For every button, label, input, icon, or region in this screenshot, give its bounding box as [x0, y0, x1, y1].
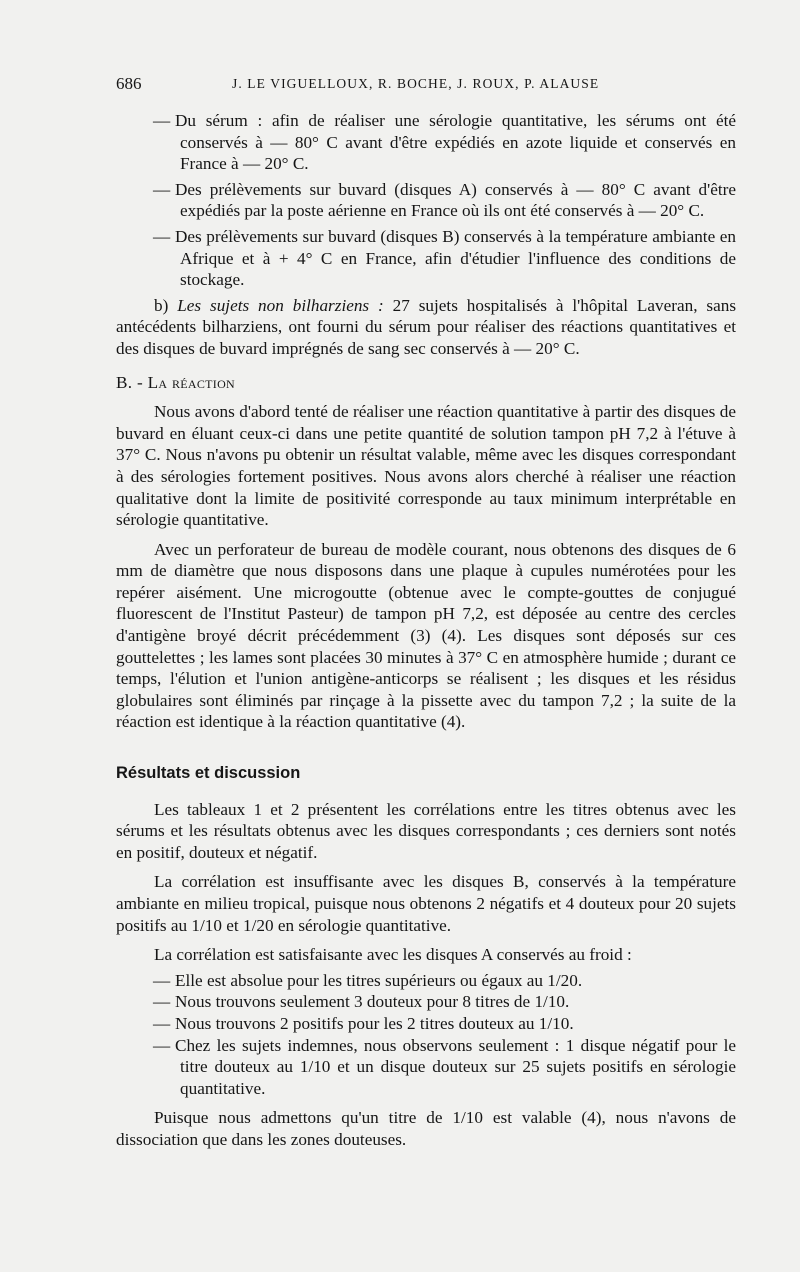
dash-marker: —: [153, 111, 171, 130]
dash-marker: —: [153, 1035, 171, 1055]
article-body: [116, 110, 736, 1151]
paragraph-results-2: La corrélation est insuffisante avec les disques B, conservés à la température ambiante en milieu tropical, puisque nous obtenons 2 négatifs et 4 douteux pour 20 sujets positifs au 1/10 et 1/20 en sérologie quantitative.: [116, 872, 736, 935]
paragraph-reaction-2: Avec un perforateur de bureau de modèle courant, nous obtenons des disques de 6 mm de diamètre que nous disposons dans une plaque à cupules numérotées pour les repérer aisément. Une microgoutte (obtenue avec le compte-gouttes de conjugué fluorescent de l'Institut Pasteur) de tampon pH 7,2, est déposée au centre des cercles d'antigène broyé décrit précédemment (3) (4). Les disques sont déposés sur ces gouttelettes ; les lames sont placées 30 minutes à 37° C en atmosphère humide ; durant ce temps, l'élution et l'union antigène-anticorps se réalisent ; les disques et les résidus globulaires sont éliminés par rinçage à la pissette avec du tampon 7,2 ; la suite de la réaction est identique à la réaction quantitative (4).: [116, 539, 736, 732]
paragraph-results-3: La corrélation est satisfaisante avec les disques A conservés au froid :: [154, 945, 632, 965]
list-item-4-text: Chez les sujets indemnes, nous observons seulement : 1 disque négatif pour le titre douteux au 1/10 et un disque douteux sur 25 sujets positifs en sérologie quantitative.: [175, 1035, 736, 1098]
bullet-serum-text: Du sérum : afin de réaliser une sérologie quantitative, les sérums ont été conservés à — 80° C avant d'être expédiés en azote liquide et conservés en France à — 20° C.: [175, 111, 736, 174]
paragraph-results-1: Les tableaux 1 et 2 présentent les corrélations entre les titres obtenus avec les sérums et les résultats obtenus avec les disques correspondants ; ces derniers sont notés en positif, douteux et négatif.: [116, 799, 736, 862]
running-head-authors: J. LE VIGUELLOUX, R. BOCHE, J. ROUX, P. ALAUSE: [232, 76, 600, 91]
dash-marker: —: [153, 1013, 171, 1033]
list-item-1: [116, 970, 736, 992]
bullet-disques-a-text: Des prélèvements sur buvard (disques A) conservés à — 80° C avant d'être expédiés par la poste aérienne en France où ils ont été conservés à — 20° C.: [175, 179, 736, 221]
dash-marker: —: [153, 970, 171, 990]
section-prefix: B. -: [116, 372, 143, 392]
dash-marker: —: [153, 179, 171, 199]
paragraph-non-bilharziens: [116, 295, 736, 360]
sub-heading-non-bilharziens: Les sujets non bilharziens :: [177, 295, 384, 315]
sub-label-b: b): [154, 295, 169, 315]
dash-marker: —: [153, 992, 171, 1012]
bullet-disques-a: [116, 179, 736, 222]
dash-marker: —: [153, 226, 171, 246]
paragraph-reaction-1: Nous avons d'abord tenté de réaliser une réaction quantitative à partir des disques de buvard en éluant ceux-ci dans une petite quantité de solution tampon pH 7,2 à l'étuve à 37° C. Nous n'avons pu obtenir un résultat valable, même avec les disques correspondant à des sérologies fortement positives. Nous avons alors cherché à réaliser une réaction qualitative dont la limite de positivité corresponde au taux minimum interprétable en sérologie quantitative.: [116, 402, 736, 530]
section-title: La réaction: [147, 372, 236, 392]
bullet-serum: [116, 110, 736, 175]
list-item-3: [116, 1013, 736, 1035]
list-item-3-text: Nous trouvons 2 positifs pour les 2 titres douteux au 1/10.: [175, 1013, 574, 1033]
heading-results: Résultats et discussion: [116, 764, 301, 783]
list-item-2-text: Nous trouvons seulement 3 douteux pour 8 titres de 1/10.: [175, 992, 570, 1012]
list-item-1-text: Elle est absolue pour les titres supérieurs ou égaux au 1/20.: [175, 970, 583, 990]
section-heading-reaction: [116, 372, 736, 394]
list-item-2: [116, 991, 736, 1013]
bullet-disques-b-text: Des prélèvements sur buvard (disques B) conservés à la température ambiante en Afrique et à + 4° C en France, afin d'étudier l'influence des conditions de stockage.: [175, 226, 736, 290]
bullet-disques-b: [116, 226, 736, 291]
list-item-4: [116, 1035, 736, 1100]
page-number: 686: [116, 74, 142, 93]
paragraph-non-bilharziens-text: 27 sujets hospitalisés à l'hôpital Laveran, sans antécédents bilharziens, ont fourni du sérum pour réaliser des réactions quantitatives et des disques de buvard imprégnés de sang sec conservés à — 20° C.: [116, 295, 737, 358]
paragraph-results-4: Puisque nous admettons qu'un titre de 1/10 est valable (4), nous n'avons de dissociation que dans les zones douteuses.: [116, 1108, 736, 1149]
